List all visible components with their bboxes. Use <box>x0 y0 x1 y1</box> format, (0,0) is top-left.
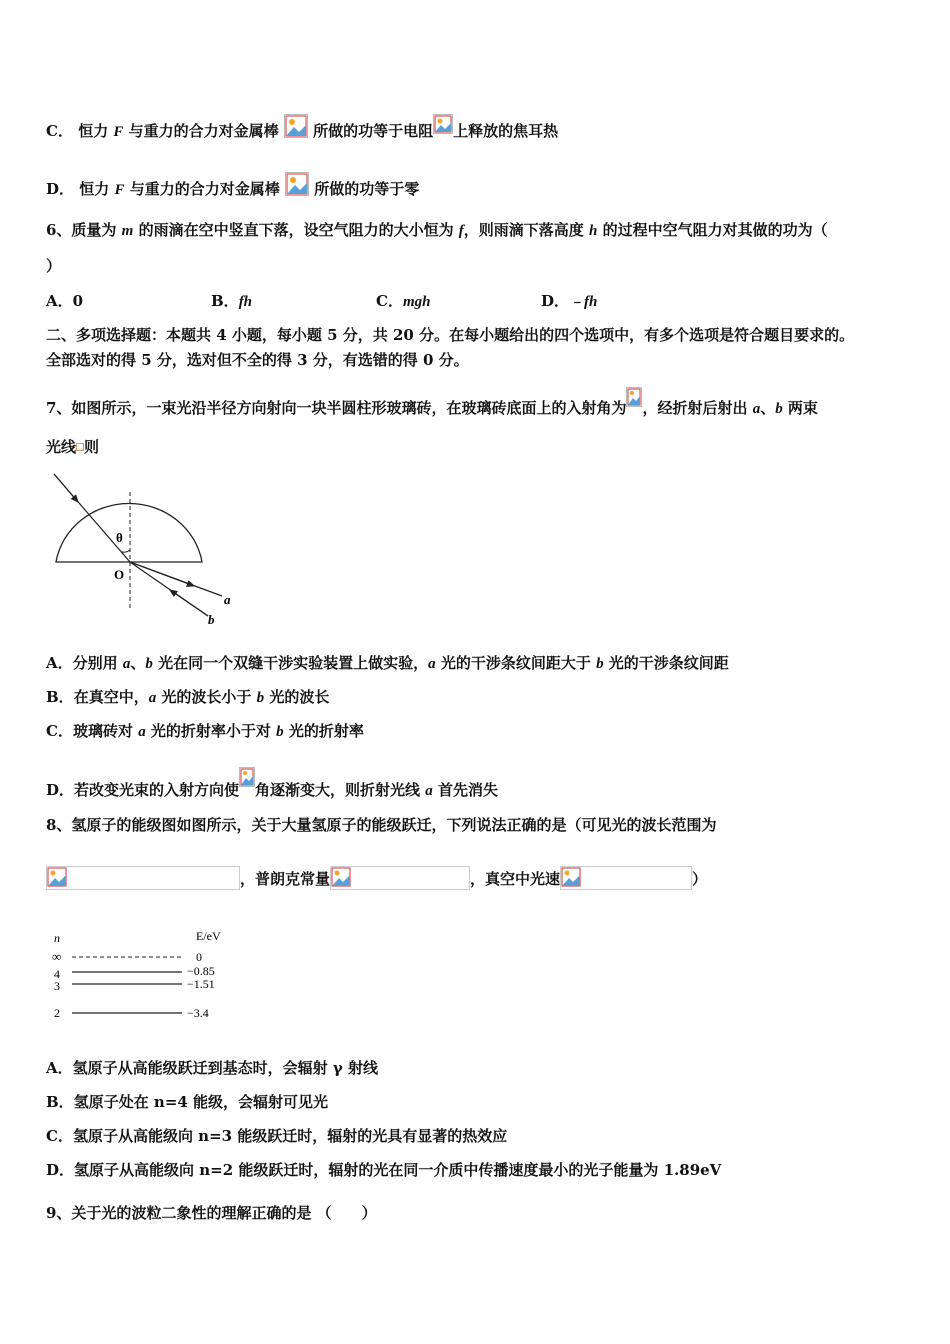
section2-heading: 二、多项选择题：本题共 4 小题，每小题 5 分，共 20 分。在每小题给出的四个选项中，有多个选项是符合题目要求的。 <box>46 326 855 344</box>
q7-option-b: B．在真空中，a 光的波长小于 b 光的波长 <box>46 688 330 706</box>
q7-semicircle-figure <box>44 466 244 632</box>
q8-option-d: D．氢原子从高能级向 n=2 能级跃迁时，辐射的光在同一介质中传播速度最小的光子能量为 1.89eV <box>46 1161 722 1179</box>
n-axis-label: n <box>54 931 60 945</box>
formula-image-icon <box>284 114 308 138</box>
glass-semicircle <box>56 503 202 562</box>
section2-subheading: 全部选对的得 5 分，选对但不全的得 3 分，有选错的得 0 分。 <box>46 351 469 369</box>
formula-image-icon <box>331 867 351 887</box>
energy-axis-label: E/eV <box>196 929 221 943</box>
q8-option-b: B．氢原子处在 n=4 能级，会辐射可见光 <box>46 1093 329 1111</box>
small-image-icon <box>76 443 84 451</box>
level-e-inf: 0 <box>196 950 202 964</box>
theta-arc <box>122 550 130 552</box>
q9-stem: 9、关于光的波粒二象性的理解正确的是 （ ） <box>46 1204 377 1222</box>
formula-image-icon <box>285 172 309 196</box>
option-letter: C． <box>46 122 73 140</box>
wavelength-range-image <box>46 866 240 890</box>
theta-label: θ <box>116 530 123 545</box>
q8-stem: 8、氢原子的能级图如图所示，关于大量氢原子的能级跃迁，下列说法正确的是（可见光的波长范围为 <box>46 816 717 834</box>
level-e-4: −0.85 <box>187 964 215 978</box>
q7-option-d: D．若改变光束的入射方向使 角逐渐变大，则折射光线 a 首先消失 <box>46 767 498 801</box>
level-n-3: 3 <box>54 979 60 993</box>
q6-option-b: B．fh <box>211 292 253 310</box>
q6-options <box>46 291 597 312</box>
level-n-4: 4 <box>54 967 60 981</box>
q6-option-a: A．0 <box>46 292 84 310</box>
option-letter: D． <box>46 180 75 198</box>
q7-option-c: C．玻璃砖对 a 光的折射率小于对 b 光的折射率 <box>46 722 364 740</box>
q6-option-d: D．﹣fh <box>541 292 598 310</box>
angle-theta-image-icon <box>239 767 255 787</box>
q8-option-c: C．氢原子从高能级向 n=3 能级跃迁时，辐射的光具有显著的热效应 <box>46 1127 508 1145</box>
level-e-3: −1.51 <box>187 977 215 991</box>
ray-a-label: a <box>224 592 231 607</box>
planck-constant-image <box>330 866 470 890</box>
light-speed-image <box>560 866 692 890</box>
formula-image-icon <box>433 114 453 134</box>
var-F: F <box>113 124 124 140</box>
formula-image-icon <box>561 867 581 887</box>
incident-arrow <box>54 474 78 502</box>
formula-image-icon <box>47 867 67 887</box>
var-F: F <box>114 182 125 198</box>
angle-theta-image-icon <box>626 387 642 407</box>
ray-a-arrow <box>130 562 194 586</box>
q7-option-a: A．分别用 a、b 光在同一个双缝干涉实验装置上做实验，a 光的干涉条纹间距大于 b 光的干涉条纹间距 <box>46 654 729 672</box>
origin-label: O <box>114 567 125 582</box>
q7-stem-line2: 光线 则 <box>46 438 100 456</box>
q6-stem: 6、质量为 m 的雨滴在空中竖直下落，设空气阻力的大小恒为 f，则雨滴下落高度 h 的过程中空气阻力对其做的功为（ <box>46 221 828 239</box>
level-n-inf: ∞ <box>52 949 62 964</box>
level-e-2: −3.4 <box>187 1006 209 1020</box>
ray-b-arrow <box>170 590 208 616</box>
q5-option-d: D． 恒力 F 与重力的合力对金属棒 所做的功等于零 <box>46 172 419 200</box>
q5-option-c: C． 恒力 F 与重力的合力对金属棒 所做的功等于电阻 上释放的焦耳热 <box>46 114 558 142</box>
energy-level-diagram <box>46 926 246 1026</box>
q6-option-c: C．mgh <box>376 292 431 310</box>
level-n-2: 2 <box>54 1006 60 1020</box>
ray-b-label: b <box>208 612 215 627</box>
q8-option-a: A．氢原子从高能级跃迁到基态时，会辐射 γ 射线 <box>46 1059 378 1077</box>
q7-stem: 7、如图所示，一束光沿半径方向射向一块半圆柱形玻璃砖，在玻璃砖底面上的入射角为 ，经折射后射出 a、b 两束 <box>46 387 818 419</box>
q6-stem-close: ） <box>46 257 62 275</box>
q8-constants: ，普朗克常量 ，真空中光速 ） <box>46 866 707 890</box>
